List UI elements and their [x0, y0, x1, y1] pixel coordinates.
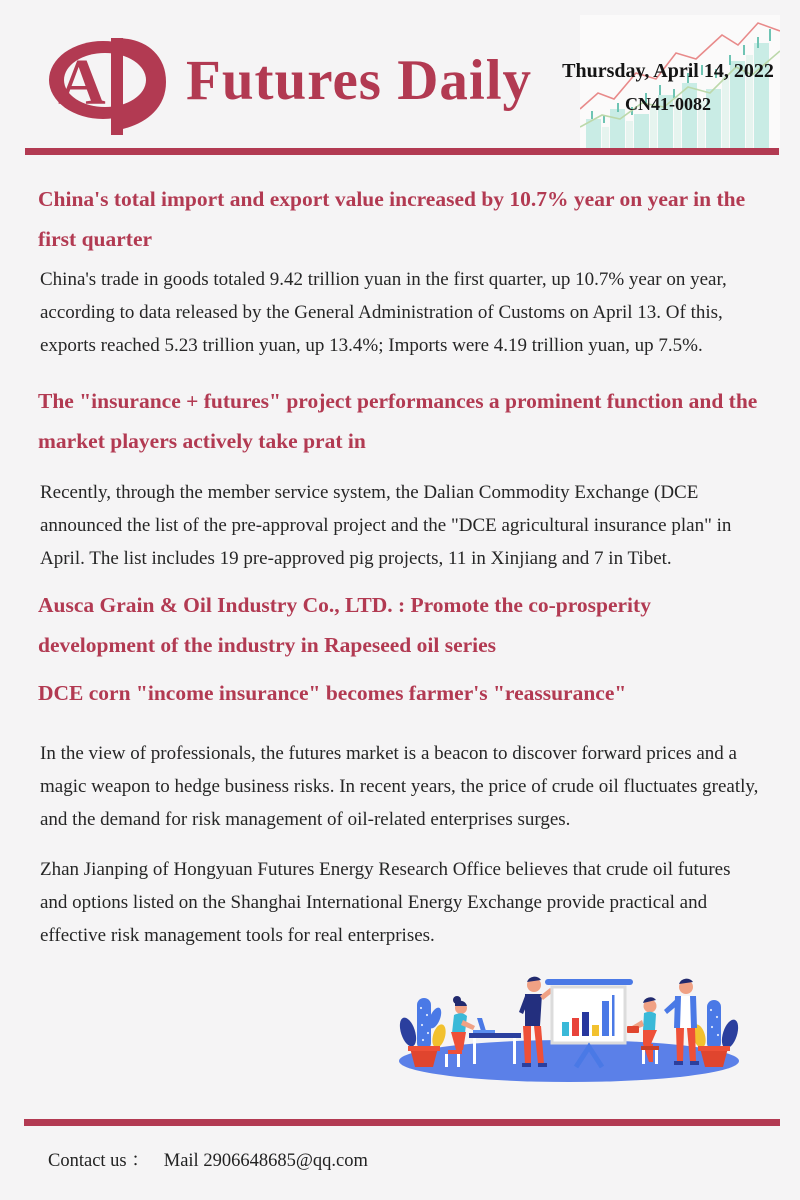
contact-line [48, 1146, 368, 1172]
contact-label: Contact us ： [48, 1151, 150, 1171]
futures-daily-logo-icon [45, 33, 182, 140]
article-headline: The "insurance + futures" project performances a prominent function and the market players actively take prat in [38, 389, 758, 453]
article-paragraph: Recently, through the member service system, the Dalian Commodity Exchange (DCE announced the list of the pre-approval project and the "DCE agricultural insurance plan" in April. The list includes 19 pre-approved pig projects, 11 in Xinjiang and 7 in Tibet. [40, 482, 732, 569]
svg-text:A: A [58, 46, 106, 119]
issue-number: CN41-0082 [625, 94, 711, 114]
article-headline: Ausca Grain & Oil Industry Co., LTD. : Promote the co-prosperity development of the industry in Rapeseed oil series [38, 593, 651, 657]
footer-divider-rule [24, 1119, 780, 1126]
article-headline: DCE corn "income insurance" becomes farmer's "reassurance" [38, 681, 627, 705]
article-headline: China's total import and export value increased by 10.7% year on year in the first quarter [38, 187, 746, 251]
article-paragraph: China's trade in goods totaled 9.42 trillion yuan in the first quarter, up 10.7% year on year, according to data released by the General Administration of Customs on April 13. Of this, exports reached 5.23 trillion yuan, up 13.4%; Imports were 4.19 trillion yuan, up 7.5%. [40, 269, 727, 356]
brand-title: Futures Daily [186, 49, 533, 112]
issue-date: Thursday, April 14, 2022 [562, 60, 774, 82]
masthead-date-block [550, 60, 786, 115]
contact-email: Mail 2906648685@qq.com [163, 1151, 368, 1171]
article-paragraph: In the view of professionals, the futures market is a beacon to discover forward prices and a magic weapon to hedge business risks. In recent years, the price of crude oil fluctuates greatly, and the demand for risk management of oil-related enterprises surges. [40, 743, 759, 830]
team-presentation-illustration [393, 970, 745, 1084]
article-paragraph: Zhan Jianping of Hongyuan Futures Energy Research Office believes that crude oil futures and options listed on the Shanghai International Energy Exchange provide practical and effective risk management tools for real enterprises. [40, 859, 731, 946]
header-divider-rule [25, 148, 779, 155]
